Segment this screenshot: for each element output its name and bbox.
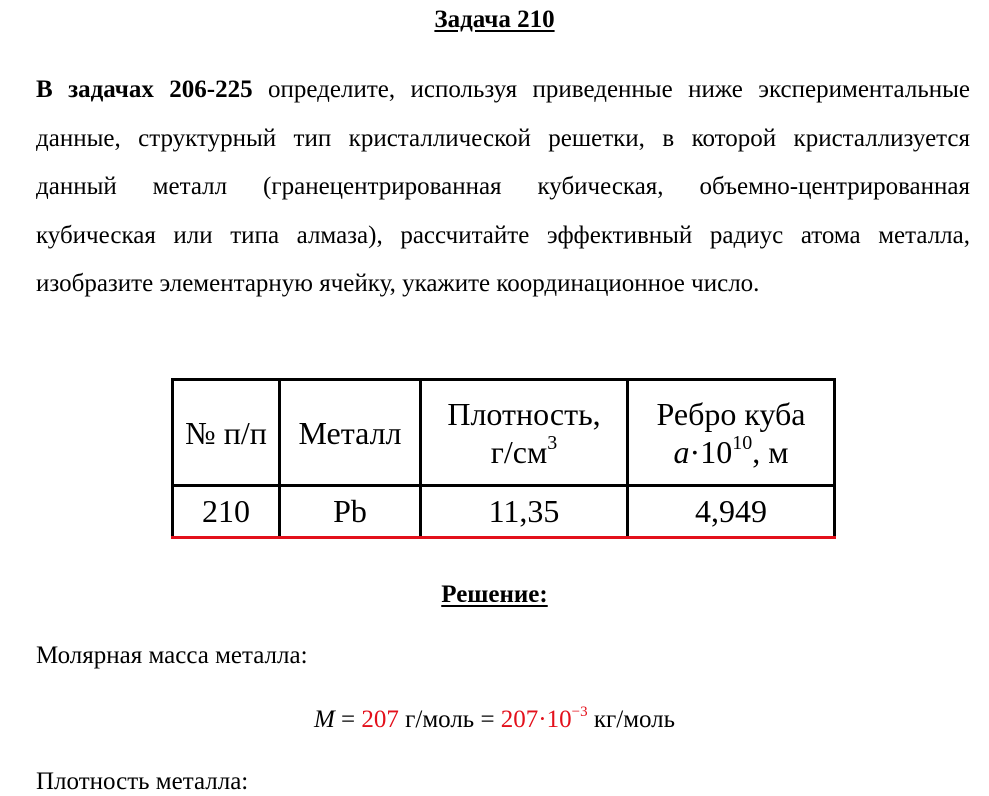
formula-unit2: кг/моль bbox=[587, 706, 676, 733]
formula-exp: −3 bbox=[571, 704, 588, 720]
solution-heading: Решение: bbox=[441, 581, 548, 608]
cell-metal: Pb bbox=[280, 486, 421, 538]
cell-density: 11,35 bbox=[421, 486, 628, 538]
table-row bbox=[173, 486, 835, 538]
formula-eq: = bbox=[334, 706, 362, 733]
formula-dot: · bbox=[538, 706, 547, 733]
header-number: № п/п bbox=[173, 380, 280, 486]
formula-unit1: г/моль = bbox=[398, 706, 501, 733]
molar-mass-formula bbox=[0, 706, 989, 734]
formula-value1: 207 bbox=[361, 706, 399, 733]
header-density-sup: 3 bbox=[547, 431, 558, 454]
header-edge-line1: Ребро куба bbox=[656, 395, 806, 432]
formula-value2-base: 207 bbox=[500, 706, 539, 733]
header-density-line1: Плотность, bbox=[447, 395, 601, 432]
cell-number: 210 bbox=[173, 486, 280, 538]
task-text: определите, используя приведенные ниже экспериментальные данные, структурный тип кристаллической решетки, в которой кристаллизуется данный металл (гранецентрированная кубическая, объемно-центрированная кубическая или типа алмаза), рассчитайте эффективный радиус атома металла, изобразите элементарную ячейку, укажите координационное число. bbox=[36, 76, 970, 297]
density-label: Плотность металла: bbox=[36, 768, 249, 795]
table-header-row bbox=[173, 380, 835, 486]
header-density bbox=[421, 380, 628, 486]
cell-edge: 4,949 bbox=[628, 486, 835, 538]
molar-mass-label: Молярная масса металла: bbox=[36, 642, 308, 669]
page-title: Задача 210 bbox=[434, 6, 555, 33]
formula-value2 bbox=[501, 706, 588, 733]
header-metal: Металл bbox=[280, 380, 421, 486]
formula-var: M bbox=[313, 706, 335, 733]
header-edge-unit: , м bbox=[752, 433, 789, 470]
header-edge-base: 10 bbox=[700, 433, 733, 470]
formula-pow-base: 10 bbox=[546, 706, 572, 733]
task-lead: В задачах 206-225 bbox=[36, 76, 253, 103]
task-paragraph bbox=[36, 66, 970, 309]
header-edge-var: a bbox=[673, 433, 690, 470]
header-edge-dot: · bbox=[689, 433, 701, 470]
header-edge-sup: 10 bbox=[732, 431, 753, 454]
header-density-unit: г/см bbox=[490, 433, 548, 470]
header-edge bbox=[628, 380, 835, 486]
data-table bbox=[171, 378, 833, 538]
